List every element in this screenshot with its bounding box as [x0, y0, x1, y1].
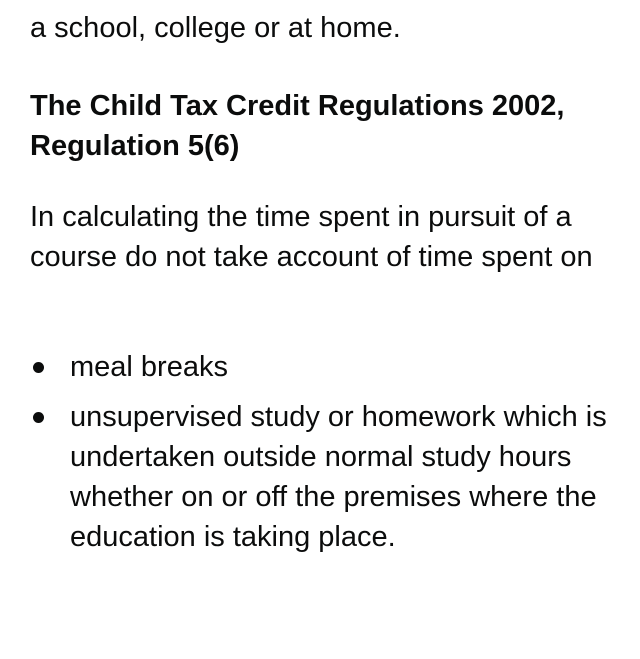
list-item-text: meal breaks — [70, 351, 228, 383]
bullet-icon — [33, 362, 44, 373]
section-intro: In calculating the time spent in pursuit of a course do not take account of time spent on — [30, 201, 593, 273]
section-heading: The Child Tax Credit Regulations 2002, Regulation 5(6) — [30, 90, 565, 162]
previous-paragraph-fragment: a school, college or at home. — [30, 12, 401, 44]
bullet-list — [30, 347, 620, 567]
list-item — [30, 347, 620, 387]
bullet-icon — [33, 412, 44, 423]
list-item — [30, 397, 620, 557]
list-item-text: unsupervised study or homework which is undertaken outside normal study hours whether on or off the premises where the education is taking place. — [70, 401, 607, 553]
